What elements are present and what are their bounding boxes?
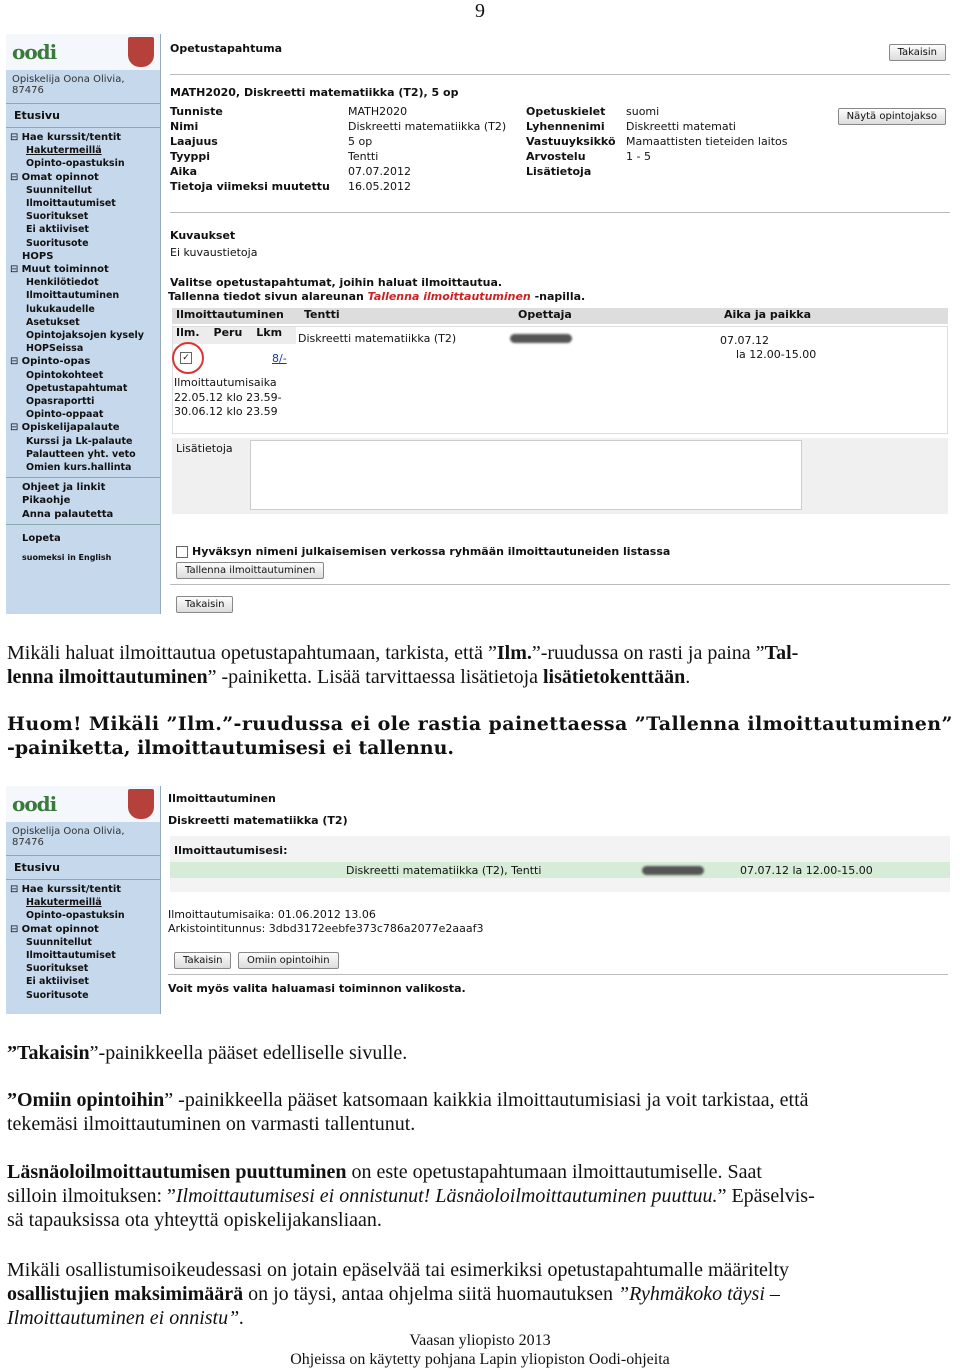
info-value [626,164,804,179]
course-name: Diskreetti matematiikka (T2) [168,814,348,827]
student-name: Opiskelija Oona Olivia, 87476 [12,826,125,848]
lkm-link[interactable]: 8/- [272,352,287,365]
save-registration-button[interactable]: Tallenna ilmoittautuminen [176,562,324,579]
consent-label: Hyväksyn nimeni julkaisemisen verkossa ryhmään ilmoittautuneiden listassa [192,545,671,558]
p4-bold-omiin: Omiin opintoihin [17,1089,165,1111]
col-opettaja: Opettaja [518,308,572,321]
language-switch[interactable]: suomeksi in English [22,553,112,563]
info-row [170,164,526,179]
sidebar-item[interactable]: Omien kurs.hallinta [26,462,132,474]
info-row [170,179,526,194]
sidebar-item[interactable]: Kurssi ja Lk-palaute [26,435,133,447]
sidebar-item[interactable]: Hakutermeillä [26,145,102,157]
footer-line2: Ohjeissa on käytetty pohjana Lapin yliopiston Oodi-ohjeita [290,1351,670,1368]
back-button-top[interactable]: Takaisin [889,44,946,61]
teacher-name-redacted [642,866,704,875]
p6-italic-f: ”. [228,1307,245,1329]
registration-table-header [172,308,948,324]
sidebar-item[interactable]: Opasraportti [26,396,95,408]
info-key: Vastuuyksikkö [526,135,616,148]
info-key: Tietoja viimeksi muutettu [170,180,330,193]
info-value: 5 op [348,135,373,148]
warning-line1: Huom! Mikäli ”Ilm.”-ruudussa ei ole rastia painettaessa ”Tallenna ilmoittautuminen” [7,713,953,735]
sidebar-item[interactable]: ⊟ Hae kurssit/tentit [10,883,156,896]
info-value: 16.05.2012 [348,180,411,193]
event-time: la 12.00-15.00 [736,348,817,361]
p3-text: ”-painikkeella pääset edelliselle sivulle. [89,1042,408,1064]
archive-id: Arkistointitunnus: 3dbd3172eebfe373c786a2077e2aaaf3 [168,922,484,935]
col-aika-paikka: Aika ja paikka [724,308,811,321]
sidebar-item[interactable]: ⊟ Opinto-opas [10,355,156,368]
info-key: Laajuus [170,135,218,148]
student-name: Opiskelija Oona Olivia, 87476 [12,74,125,96]
p5-text-e: ” Epäselvis- [717,1185,815,1207]
info-key: Opetuskielet [526,105,606,118]
page-title: Opetustapahtuma [170,42,283,55]
menu-hint: Voit myös valita haluamasi toiminnon valikosta. [168,982,466,995]
screenshot-course-registration [6,34,954,614]
p4-text: ” -painikkeella pääset katsomaan kaikkia ilmoittautumisiasi ja voit tarkistaa, että [164,1089,809,1111]
info-row [170,134,526,149]
period-start: 22.05.12 klo 23.59- [174,391,282,404]
sidebar-item-palaute[interactable]: Anna palautetta [22,508,114,520]
col-ilmoittautuminen: Ilmoittautuminen [176,308,284,321]
p3-quote: ” [7,1042,17,1064]
p1-bold-tal: Tal- [764,642,799,664]
info-row [170,104,526,119]
sidebar-item[interactable]: Suoritusote [26,989,89,1001]
col-tentti: Tentti [304,308,340,321]
no-description-text: Ei kuvaustietoja [170,246,258,259]
instruction-save-highlight: Tallenna ilmoittautuminen [367,290,531,303]
logo-text: oodi [12,40,57,64]
instruction-select: Valitse opetustapahtumat, joihin haluat ilmoittautua. [170,276,503,289]
sidebar-item[interactable]: ⊟ Opiskelijapalaute [10,421,156,434]
info-key: Lisätietoja [526,165,592,178]
sidebar-item[interactable]: Palautteen yht. veto [26,448,136,460]
p1-text-h: . [685,666,691,688]
consent-checkbox[interactable] [176,546,188,558]
info-key: Tyyppi [170,150,211,163]
sidebar-item[interactable]: Opinto-opastuksin [26,910,125,922]
sidebar-item[interactable]: ⊟ Hae kurssit/tentit [10,131,156,144]
event-date: 07.07.12 [720,334,769,347]
registration-event: Diskreetti matematiikka (T2), Tentti [346,864,542,877]
university-crest-icon [128,37,154,67]
sidebar-item[interactable]: Henkilötiedot [26,277,99,289]
instruction-save-part3: -napilla. [530,290,586,303]
col-lkm: Lkm [256,326,283,339]
sidebar-item[interactable]: Suunnitellut [26,184,92,196]
info-key: Lyhennenimi [526,120,605,133]
p5-italic: Ilmoittautumisesi ei onnistunut! Läsnäoloilmoittautuminen puuttuu. [175,1185,718,1207]
sidebar-menu [6,883,160,1002]
extra-info-label: Lisätietoja [176,442,233,455]
screenshot-registration-confirmation [6,786,954,1014]
oodi-logo [6,786,160,822]
info-value: 07.07.2012 [348,165,411,178]
course-info-left [170,104,526,194]
info-row [170,149,526,164]
footer [0,1331,960,1369]
kuvaukset-heading: Kuvaukset [170,229,236,242]
registration-time: 07.07.12 la 12.00-15.00 [740,864,873,877]
sidebar-item-etusivu[interactable]: Etusivu [14,109,60,122]
paragraph-max-participants [7,1258,955,1330]
p1-text-f: ” -painiketta. Lisää tarvittaessa lisätietoja [207,666,543,688]
extra-info-textarea[interactable] [250,440,802,510]
paragraph-warning [7,712,955,760]
sidebar-item[interactable]: Opintokohteet [26,369,104,381]
p1-text-a: Mikäli haluat ilmoittautua opetustapahtumaan, tarkista, että ” [7,642,497,664]
sidebar-item[interactable]: Opinto-oppaat [26,409,104,421]
info-key: Tunniste [170,105,223,118]
p5-line3: sä tapauksissa ota yhteyttä opiskelijakansliaan. [7,1209,382,1231]
p1-bold-lisatieto: lisätietokenttään [543,666,686,688]
sidebar-help-menu [6,481,160,521]
sidebar-item[interactable]: HOPSeissa [26,343,84,355]
p6-line1: Mikäli osallistumisoikeudessasi on jotain epäselvää tai esimerkiksi opetustapahtumalle määritelty [7,1259,790,1281]
sidebar-item[interactable]: Opinto-opastuksin [26,158,125,170]
sidebar-item-lopeta[interactable]: Lopeta [22,532,61,544]
logo-text: oodi [12,792,57,816]
sidebar-item[interactable]: Opintojaksojen kysely [26,330,144,342]
sidebar-menu [6,131,160,474]
p6-bold: osallistujien maksimimäärä [7,1283,244,1305]
sidebar-item[interactable]: ⊟ Muut toiminnot [10,263,156,276]
sidebar-item[interactable]: lukukaudelle [26,303,95,315]
main-content [168,786,954,1014]
course-title: MATH2020, Diskreetti matematiikka (T2), 5 op [170,86,459,99]
instruction-save-part1: Tallenna tiedot sivun alareunan [168,290,368,303]
sidebar-item[interactable]: Ilmoittautuminen [26,290,120,302]
page-title: Ilmoittautuminen [168,792,276,805]
sidebar-item[interactable]: Opetustapahtumat [26,382,128,394]
sidebar-item[interactable]: Suunnitellut [26,936,92,948]
info-value: MATH2020 [348,105,408,118]
back-button-bottom[interactable]: Takaisin [176,596,233,613]
p5-text-b: on este opetustapahtumaan ilmoittautumiselle. Saat [346,1161,762,1183]
p6-text-c: on jo täysi, antaa ohjelma siitä huomautuksen [243,1283,619,1305]
result-box-title: Ilmoittautumisesi: [174,844,288,857]
own-studies-button[interactable]: Omiin opintoihin [238,952,339,969]
p5-text-c: silloin ilmoituksen: ” [7,1185,176,1207]
show-course-button[interactable]: Näytä opintojakso [838,108,946,125]
highlight-ring [172,342,204,374]
sidebar [6,34,161,614]
back-button[interactable]: Takaisin [174,952,231,969]
sidebar-item-ohjeet[interactable]: Ohjeet ja linkit [22,482,106,494]
p1-bold-ilm: Ilm. [496,642,532,664]
p1-bold-tallenna: lenna ilmoittautuminen [7,666,208,688]
info-row [526,119,804,134]
info-key: Aika [170,165,198,178]
paragraph-check-ilm [7,641,955,689]
p6-italic-e: Ilmoittautuminen ei onnistu [7,1307,229,1329]
sidebar-item[interactable]: Suoritusote [26,237,89,249]
registration-result-box [170,836,950,892]
info-row [526,134,804,149]
sidebar-item[interactable]: Asetukset [26,316,80,328]
sidebar-item[interactable]: Suoritukset [26,963,89,975]
teacher-name-redacted [510,334,572,343]
course-info-right [526,104,804,179]
period-end: 30.06.12 klo 23.59 [174,405,278,418]
sidebar [6,786,161,1014]
sidebar-item[interactable]: Hakutermeillä [26,897,102,909]
sidebar-item[interactable]: ⊟ Omat opinnot [10,923,156,936]
p4-line2: tekemäsi ilmoittautuminen on varmasti tallentunut. [7,1113,416,1135]
info-value: suomi [626,105,660,118]
info-value: Diskreetti matematiikka (T2) [348,120,507,133]
sidebar-item-etusivu[interactable]: Etusivu [14,861,60,874]
sidebar-item[interactable]: ⊟ Omat opinnot [10,171,156,184]
warning-line2: -painiketta, ilmoittautumisesi ei tallennu. [7,737,455,759]
instruction-save [168,290,585,303]
p3-bold-takaisin: Takaisin [17,1042,90,1064]
paragraph-own-studies [7,1088,955,1136]
p5-bold: Läsnäoloilmoittautumisen puuttuminen [7,1161,347,1183]
oodi-logo [6,34,160,70]
p1-text-c: ”-ruudussa on rasti ja paina ” [531,642,765,664]
info-row [526,104,804,119]
event-name: Diskreetti matematiikka (T2) [298,332,457,345]
p6-italic-d: ”Ryhmäkoko täysi – [618,1283,780,1305]
ilm-checkbox[interactable]: ✓ [180,352,192,364]
registration-row [170,862,950,878]
university-crest-icon [128,789,154,819]
registration-timestamp: Ilmoittautumisaika: 01.06.2012 13.06 [168,908,376,921]
info-value: Diskreetti matemati [626,120,736,133]
p4-quote: ” [7,1089,17,1111]
page-number: 9 [475,0,485,22]
sidebar-item[interactable]: Suoritukset [26,211,89,223]
info-row [170,119,526,134]
sidebar-item[interactable]: Ei aktiiviset [26,976,89,988]
info-value: Mamaattisten tieteiden laitos [626,135,788,148]
col-ilm: Ilm. [176,326,200,339]
info-key: Arvostelu [526,150,586,163]
period-label: Ilmoittautumisaika [174,376,277,389]
info-value: Tentti [348,150,379,163]
sidebar-item-pikaohje[interactable]: Pikaohje [22,495,71,507]
paragraph-attendance [7,1160,955,1232]
sidebar-item[interactable]: HOPS [22,250,54,262]
info-row [526,164,804,179]
info-key: Nimi [170,120,199,133]
paragraph-back [7,1041,955,1065]
sidebar-item[interactable]: Ilmoittautumiset [26,950,116,962]
sidebar-item[interactable]: Ei aktiiviset [26,224,89,236]
footer-line1: Vaasan yliopisto 2013 [409,1332,551,1349]
info-value: 1 - 5 [626,150,651,163]
col-peru: Peru [213,326,243,339]
info-row [526,149,804,164]
main-content [168,34,954,614]
sidebar-item[interactable]: Ilmoittautumiset [26,198,116,210]
